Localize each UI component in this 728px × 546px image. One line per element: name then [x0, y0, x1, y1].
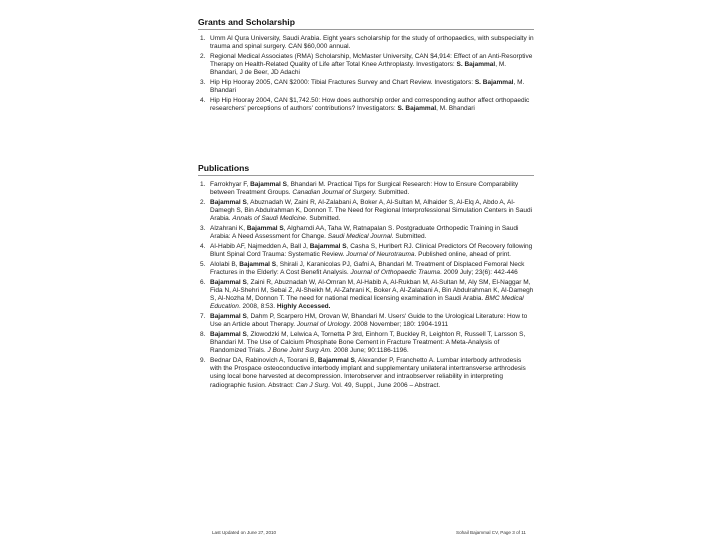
item-text: . Submitted. [305, 215, 341, 223]
item-text: Alzahrani K, [210, 225, 247, 233]
item-text: . 2008 November; 180: 1904-1911 [349, 321, 449, 329]
journal-name: BMC Medical Education [210, 295, 524, 311]
journal-name: Saudi Medical Journal [327, 233, 392, 241]
item-number: 1. [200, 35, 206, 42]
item-text: Regional Medical Associates (RMA) Scholarship, McMaster University, CAN $4,914: Effect of an Anti-Resorptive Therapy on Health-Related Quality of Life after Total Knee Arthroplasty. Investigators: [210, 52, 533, 69]
item-number: 1. [200, 181, 206, 188]
item-text: , Casha S, Hurlbert RJ. Clinical Predictors Of Recovery following Blunt Spinal Cord Trauma: Systematic Review. [210, 242, 533, 259]
list-item [198, 79, 534, 95]
item-text: , Dahm P, Scarpero HM, Orovan W, Bhandari M. Users' Guide to the Urological Literature: How to Use an Article about Therapy. [210, 313, 528, 329]
list-item [198, 313, 534, 329]
author-highlight: Bajammal S [239, 260, 277, 268]
publications-section [198, 163, 534, 391]
item-text: Farrokhyar F, [210, 181, 251, 188]
item-number: 3. [200, 79, 206, 87]
item-number: 2. [200, 198, 206, 206]
item-number: 4. [200, 96, 206, 104]
author-highlight: S. Bajammal [397, 105, 437, 113]
item-text: Umm Al Qura University, Saudi Arabia. Eight years scholarship for the study of orthopaedics, with subspecialty in trauma and spinal surgery. CAN $60,000 annual. [210, 35, 534, 51]
item-text: Hip Hip Hooray 2005, CAN $2000: Tibial Fractures Survey and Chart Review. Investigators: [210, 79, 475, 87]
journal-name: Canadian Journal of Surgery. [292, 189, 377, 197]
list-item [198, 97, 534, 113]
item-text: , Alghamdi AA, Taha W, Ratnapalan S. Postgraduate Orthopedic Training in Saudi Arabia: A Need Assessment for Change. [210, 225, 519, 241]
item-text: Al-Habib AF, Najmedden A, Ball J, [210, 242, 310, 250]
list-item [198, 35, 534, 51]
author-highlight: Bajammal S [317, 357, 355, 365]
item-text: , Zlowodzki M, Lelwica A, Tornetta P 3rd, Einhorn T, Buckley R, Leighton R, Russell T, Larsson S, Bhandari M. The Use of Calcium Phosphate Bone Cement in Fracture Treatment: A Meta-Analysis of Randomized Trials. [210, 330, 526, 355]
list-item [198, 357, 534, 390]
author-highlight: Bajammal S [246, 225, 284, 233]
list-item [198, 243, 534, 259]
publications-list [198, 181, 534, 390]
item-text: Bednar DA, Rabinovich A, Toorani B, [210, 357, 318, 365]
list-item [198, 199, 534, 224]
list-item [198, 225, 534, 241]
item-number: 6. [200, 278, 206, 286]
item-number: 7. [200, 313, 206, 321]
list-item [198, 261, 534, 277]
item-number: 5. [200, 260, 206, 268]
item-text: . Published online, ahead of print. [414, 251, 511, 259]
item-number: 3. [200, 225, 206, 233]
list-item [198, 53, 534, 78]
footer-last-updated: Last Updated on June 27, 2010 [212, 530, 277, 535]
item-text: . 2009 July; 23(6): 442-446 [440, 269, 518, 277]
journal-name: J Bone Joint Surg Am. [267, 347, 332, 355]
author-highlight: S. Bajammal [456, 61, 496, 69]
item-number: 2. [200, 52, 206, 60]
list-item [198, 181, 534, 197]
author-highlight: Bajammal S [309, 242, 347, 250]
item-number: 9. [200, 357, 206, 365]
author-highlight: Bajammal S [210, 330, 247, 338]
author-highlight: Bajammal S [210, 313, 247, 321]
author-highlight: Bajammal S [210, 278, 247, 286]
item-text: . 2008, 8:53. [238, 303, 277, 311]
grants-heading: Grants and Scholarship [198, 17, 534, 30]
list-item [198, 331, 534, 356]
item-text: , M. Bhandari [436, 105, 475, 113]
journal-name: Journal of Urology [296, 321, 350, 329]
item-text: , Zaini R, Abuznadah W, Al-Omran M, Al-Habib A, Al-Rukban M, Al-Sultan M, Aly SM, El-Naggar M, Fida N, Al-Shehri M, Sebai Z, Al-Sheikh M, Al-Zahrani K, Boker A, Al-Zalabani A, Bin Abdulrahman K, Al-Damegh S, Al-Nozha M, Donnon T. The need for national medical licensing examination in Saudi Arabia. [210, 278, 534, 303]
item-text: Submitted. [376, 189, 410, 197]
author-highlight: Bajammal S [210, 198, 247, 206]
author-highlight: Bajammal S [250, 181, 287, 188]
journal-name: Can J Surg [295, 381, 329, 389]
journal-name: Annals of Saudi Medicine [232, 215, 306, 223]
item-text: , Abuznadah W, Zaini R, Al-Zalabani A, Boker A, Al-Sultan M, Alhaider S, Al-Elq A, Abdo A, Al-Damegh S, Bin Abdulrahman K, Donnon T. The Need for Regional Interprofessional Simulation Centers in Saudi Arabia. [210, 198, 533, 223]
author-highlight: S. Bajammal [474, 79, 514, 87]
item-text: 2008 June; 90:1186-1196. [331, 347, 409, 355]
publications-heading: Publications [198, 163, 534, 176]
list-item [198, 279, 534, 312]
item-text: . Vol. 49, Suppl., June 2006 – Abstract. [328, 381, 441, 389]
item-text: . Submitted. [391, 233, 427, 241]
item-text: , M. Bhandari, J de Beer, JD Adachi [210, 61, 507, 77]
item-number: 8. [200, 330, 206, 338]
grants-list [198, 35, 534, 113]
item-text: Alolabi B, [210, 260, 240, 268]
grants-section [198, 17, 534, 115]
item-text: , M. Bhandari [210, 79, 525, 95]
footer-page-number: Sohail Bajammal CV, Page 3 of 11 [456, 530, 526, 535]
journal-name: Journal of Orthopaedic Trauma [350, 269, 441, 277]
item-text: , Shirali J, Karanicolas PJ, Gafni A, Bhandari M. Treatment of Displaced Femoral Neck Fractures in the Elderly: A Cost Benefit Analysis. [210, 260, 525, 277]
journal-name: Journal of Neurotrauma [346, 251, 415, 259]
item-text: Hip Hip Hooray 2004, CAN $1,742.50: How does authorship order and corresponding author affect orthopaedic researchers' perceptions of authors' contributions? Investigators: [210, 96, 530, 113]
item-text: , Alexander P, Franchetto A. Lumbar interbody arthrodesis with the Prospace osteoconductive interbody implant and supplementary unilateral intertransverse arthrodesis using local bone harvested at decompression. Interobserver and intraobserver reliability in interpreting radiographic fusion. Abstract: [210, 357, 526, 389]
highly-accessed-badge: Highly Accessed. [276, 303, 331, 311]
item-number: 4. [200, 242, 206, 250]
item-text: , Bhandari M. Practical Tips for Surgical Research: How to Ensure Comparability between Treatment Groups. [210, 181, 519, 197]
